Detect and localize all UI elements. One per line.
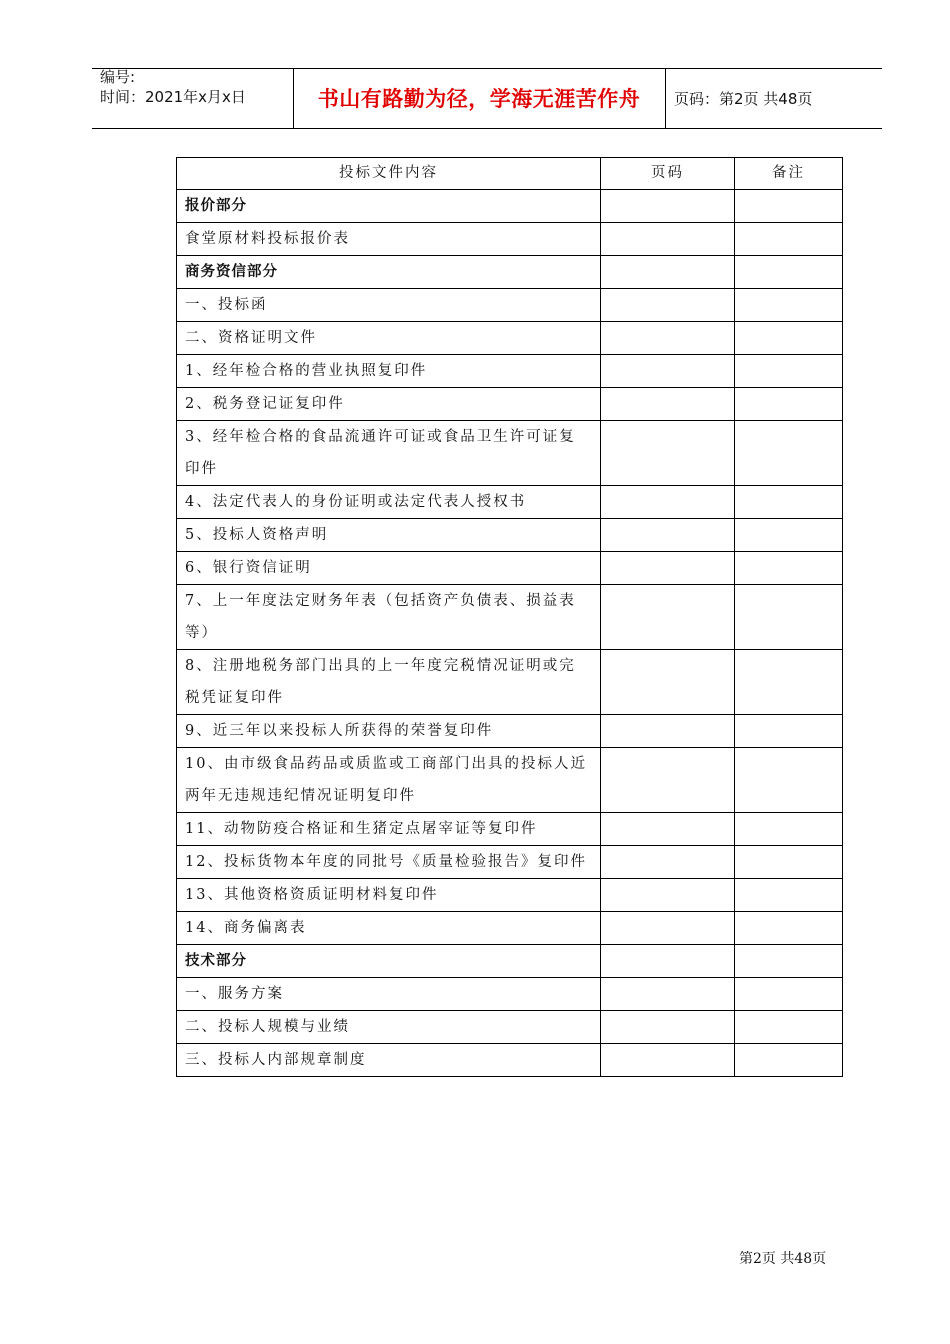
document-number-label: 编号: — [100, 68, 136, 86]
content-cell: 一、投标函 — [177, 289, 601, 322]
remarks-cell — [735, 846, 843, 879]
table-row — [177, 846, 843, 879]
table-row — [177, 813, 843, 846]
content-cell: 7、上一年度法定财务年表（包括资产负债表、损益表等） — [177, 585, 601, 650]
content-cell: 5、投标人资格声明 — [177, 519, 601, 552]
remarks-cell — [735, 355, 843, 388]
remarks-cell — [735, 289, 843, 322]
section-title: 技术部分 — [177, 945, 601, 978]
remarks-cell — [735, 748, 843, 813]
column-header-content: 投标文件内容 — [177, 158, 601, 190]
table-row — [177, 585, 843, 650]
content-cell: 11、动物防疫合格证和生猪定点屠宰证等复印件 — [177, 813, 601, 846]
remarks-cell — [735, 421, 843, 486]
content-cell: 一、服务方案 — [177, 978, 601, 1011]
remarks-cell — [735, 190, 843, 223]
page-cell — [601, 388, 735, 421]
remarks-cell — [735, 912, 843, 945]
remarks-cell — [735, 486, 843, 519]
page-cell — [601, 945, 735, 978]
table-row — [177, 650, 843, 715]
header-divider-right — [665, 68, 666, 129]
content-cell: 13、其他资格资质证明材料复印件 — [177, 879, 601, 912]
page-cell — [601, 256, 735, 289]
header-info — [100, 68, 290, 128]
remarks-cell — [735, 585, 843, 650]
remarks-cell — [735, 552, 843, 585]
bid-document-contents-table — [176, 157, 843, 1077]
content-cell: 14、商务偏离表 — [177, 912, 601, 945]
page-cell — [601, 1044, 735, 1077]
page-cell — [601, 223, 735, 256]
header-bottom-rule — [92, 128, 882, 129]
page-cell — [601, 813, 735, 846]
table-row — [177, 388, 843, 421]
page-cell — [601, 978, 735, 1011]
remarks-cell — [735, 519, 843, 552]
remarks-cell — [735, 715, 843, 748]
document-time-label: 时间：2021年x月x日 — [100, 88, 246, 106]
page-cell — [601, 748, 735, 813]
table-row — [177, 289, 843, 322]
table-row — [177, 879, 843, 912]
table-row — [177, 486, 843, 519]
page-cell — [601, 355, 735, 388]
page-cell — [601, 650, 735, 715]
table-row — [177, 978, 843, 1011]
remarks-cell — [735, 388, 843, 421]
header-page-number: 页码：第2页 共48页 — [674, 89, 813, 108]
remarks-cell — [735, 978, 843, 1011]
content-cell: 二、资格证明文件 — [177, 322, 601, 355]
page-cell — [601, 322, 735, 355]
page-cell — [601, 1011, 735, 1044]
table-row — [177, 552, 843, 585]
page-cell — [601, 421, 735, 486]
content-cell: 10、由市级食品药品或质监或工商部门出具的投标人近两年无违规违纪情况证明复印件 — [177, 748, 601, 813]
table-header-row — [177, 158, 843, 190]
page-cell — [601, 552, 735, 585]
table-row — [177, 519, 843, 552]
page-cell — [601, 289, 735, 322]
page-cell — [601, 486, 735, 519]
remarks-cell — [735, 813, 843, 846]
table-row — [177, 322, 843, 355]
content-cell: 4、法定代表人的身份证明或法定代表人授权书 — [177, 486, 601, 519]
remarks-cell — [735, 650, 843, 715]
page-cell — [601, 912, 735, 945]
content-cell: 食堂原材料投标报价表 — [177, 223, 601, 256]
page-cell — [601, 846, 735, 879]
remarks-cell — [735, 879, 843, 912]
column-header-remarks: 备注 — [735, 158, 843, 190]
content-cell: 12、投标货物本年度的同批号《质量检验报告》复印件 — [177, 846, 601, 879]
section-row — [177, 256, 843, 289]
table-row — [177, 715, 843, 748]
remarks-cell — [735, 322, 843, 355]
table-row — [177, 421, 843, 486]
remarks-cell — [735, 945, 843, 978]
section-row — [177, 190, 843, 223]
page-cell — [601, 519, 735, 552]
content-cell: 2、税务登记证复印件 — [177, 388, 601, 421]
table-row — [177, 1044, 843, 1077]
remarks-cell — [735, 223, 843, 256]
footer-page-number: 第2页 共48页 — [739, 1251, 827, 1267]
content-cell: 6、银行资信证明 — [177, 552, 601, 585]
section-row — [177, 945, 843, 978]
table-row — [177, 1011, 843, 1044]
remarks-cell — [735, 1044, 843, 1077]
page-cell — [601, 190, 735, 223]
page-cell — [601, 879, 735, 912]
page-cell — [601, 715, 735, 748]
page-cell — [601, 585, 735, 650]
table-row — [177, 912, 843, 945]
section-title: 商务资信部分 — [177, 256, 601, 289]
table-row — [177, 748, 843, 813]
header-motto: 书山有路勤为径，学海无涯苦作舟 — [317, 87, 641, 111]
table-row — [177, 223, 843, 256]
content-cell: 1、经年检合格的营业执照复印件 — [177, 355, 601, 388]
remarks-cell — [735, 256, 843, 289]
content-cell: 3、经年检合格的食品流通许可证或食品卫生许可证复印件 — [177, 421, 601, 486]
content-cell: 二、投标人规模与业绩 — [177, 1011, 601, 1044]
remarks-cell — [735, 1011, 843, 1044]
content-cell: 三、投标人内部规章制度 — [177, 1044, 601, 1077]
content-cell: 9、近三年以来投标人所获得的荣誉复印件 — [177, 715, 601, 748]
table-row — [177, 355, 843, 388]
column-header-page: 页码 — [601, 158, 735, 190]
section-title: 报价部分 — [177, 190, 601, 223]
content-cell: 8、注册地税务部门出具的上一年度完税情况证明或完税凭证复印件 — [177, 650, 601, 715]
